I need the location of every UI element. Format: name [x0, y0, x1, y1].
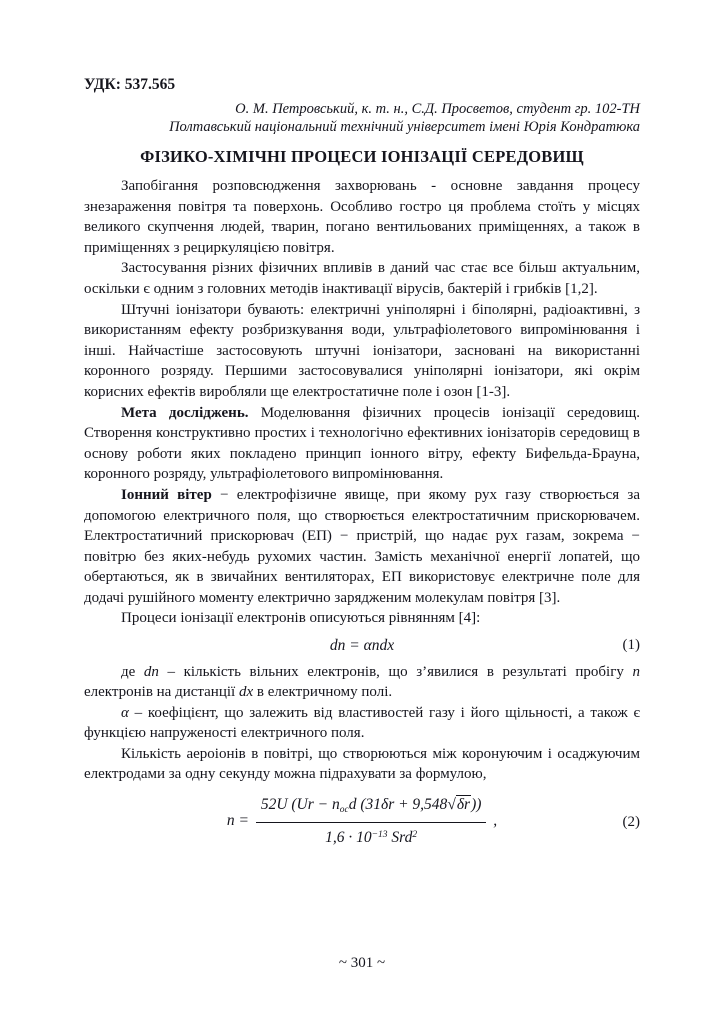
equation-1	[84, 634, 640, 656]
paragraph-goal	[84, 403, 640, 485]
denominator-square: 2	[412, 830, 418, 841]
eq2-trailing-comma: ,	[493, 812, 498, 830]
institution-line: Полтавський національний технічний університет імені Юрія Кондратюка	[169, 119, 640, 135]
numerator-part-2: d (31δr + 9,548	[348, 796, 448, 814]
eq1-lhs: dn	[329, 636, 346, 654]
sqrt-radical: √δr	[447, 796, 471, 814]
dn-def-text-4: в електричному полі.	[253, 684, 393, 701]
eq2-lhs: n	[226, 812, 235, 830]
alpha-def-text: – коефіцієнт, що залежить від властивостей газу і його щільності, а також є функцією напруженості електричного поля.	[84, 704, 640, 742]
paragraph-ionizers: Штучні іонізатори бувають: електричні уніполярні і біполярні, радіоактивні, з використанням ефекту розбризкування води, ультрафіолетового випромінювання і інші. Найчастіше застосовують штучні іонізатори, засновані на використанні коронного розряду. Першими застосовувалися уніполярні іонізатори, які окрім корисних ефектів виробляли ще електростатичне поле і озон [1-3].	[84, 301, 640, 400]
ion-wind-lead-bold: Іонний вітер	[121, 486, 212, 503]
paragraph-dn-definition	[84, 662, 640, 703]
denominator-exponent: −13	[371, 830, 388, 841]
paragraph-intro: Запобігання розповсюдження захворювань - основне завдання процесу знезараження повітря та поверхонь. Особливо гостро ця проблема стоїть у місцях великого скупчення людей, тварин, погано вентильованих приміщеннях, а також в приміщеннях з рециркуляцією повітря.	[84, 178, 640, 256]
dn-symbol: dn	[143, 663, 159, 680]
dx-symbol: dx	[238, 684, 254, 701]
fraction-numerator	[256, 794, 487, 822]
equation-2-number: (2)	[622, 813, 640, 830]
alpha-symbol: α	[121, 704, 129, 721]
paragraph-ion-wind	[84, 485, 640, 609]
numerator-subscript: ос	[339, 805, 349, 816]
paragraph-equation-intro: Процеси іонізації електронів описуються рівнянням [4]:	[121, 610, 481, 627]
eq2-equals: =	[238, 812, 249, 830]
denominator-part-1: 1,6 · 10	[325, 829, 372, 847]
denominator-part-2: Srd	[387, 829, 413, 847]
authors-line: О. М. Петровський, к. т. н., С.Д. Просветов, студент гр. 102-ТН	[235, 101, 640, 117]
udc-code: УДК: 537.565	[84, 76, 176, 93]
dn-def-text-2: – кількість вільних електронів, що з’явилися в результаті пробігу	[158, 663, 633, 680]
equation-2-body	[227, 794, 497, 849]
goal-text: Моделювання фізичних процесів іонізації середовищ. Створення конструктивно простих і технологічно ефективних іонізаторів середовищ в основу роботи яких покладено принцип іонного вітру, ефекту Бифельда-Брауна, коронного розряду, ультрафіолетового випромінювання.	[84, 404, 640, 483]
paragraph-application: Застосування різних фізичних впливів в даний час стає все більш актуальним, оскільки є одним з головних методів інактивації вірусів, бактерій і грибків [1,2].	[84, 260, 640, 297]
dn-def-text-3: електронів на дистанції	[84, 684, 239, 701]
eq1-rhs: αndx	[363, 636, 395, 654]
page-number: ~ 301 ~	[338, 955, 386, 971]
fraction	[256, 794, 487, 849]
sqrt-argument: δr	[456, 796, 471, 814]
paragraph-alpha-definition	[84, 703, 640, 744]
fraction-denominator	[256, 822, 487, 849]
paragraph-aeroion-count: Кількість аероіонів в повітрі, що створюються між коронуючим і осаджуючим електродами за одну секунду можна підрахувати за формулою,	[84, 745, 640, 783]
goal-lead-bold: Мета досліджень.	[121, 404, 249, 421]
dn-def-text-1: де	[121, 663, 144, 680]
equation-2	[84, 794, 640, 849]
numerator-part-1: 52U (Ur − n	[260, 796, 340, 814]
equation-1-body	[330, 635, 394, 657]
equation-1-number: (1)	[622, 637, 640, 654]
ion-wind-text: − електрофізичне явище, при якому рух газу створюється за допомогою електричного поля, що створюється електростатичним прискорювачем. Електростатичний прискорювач (ЕП) − пристрій, що надає рух газам, зокрема − повітрю без яких-небудь рухомих частин. Замість механічної енергії лопатей, що обертаються, як в звичайних вентиляторах, ЕП використовує електричне поле для додачі рушійного моменту електрично зарядженим молекулам повітря [3].	[84, 486, 641, 606]
n-symbol: n	[632, 663, 640, 680]
eq1-equals: =	[349, 636, 360, 654]
numerator-part-3: ))	[471, 796, 482, 814]
paper-title: ФІЗИКО-ХІМІЧНІ ПРОЦЕСИ ІОНІЗАЦІЇ СЕРЕДОВИЩ	[140, 147, 584, 166]
